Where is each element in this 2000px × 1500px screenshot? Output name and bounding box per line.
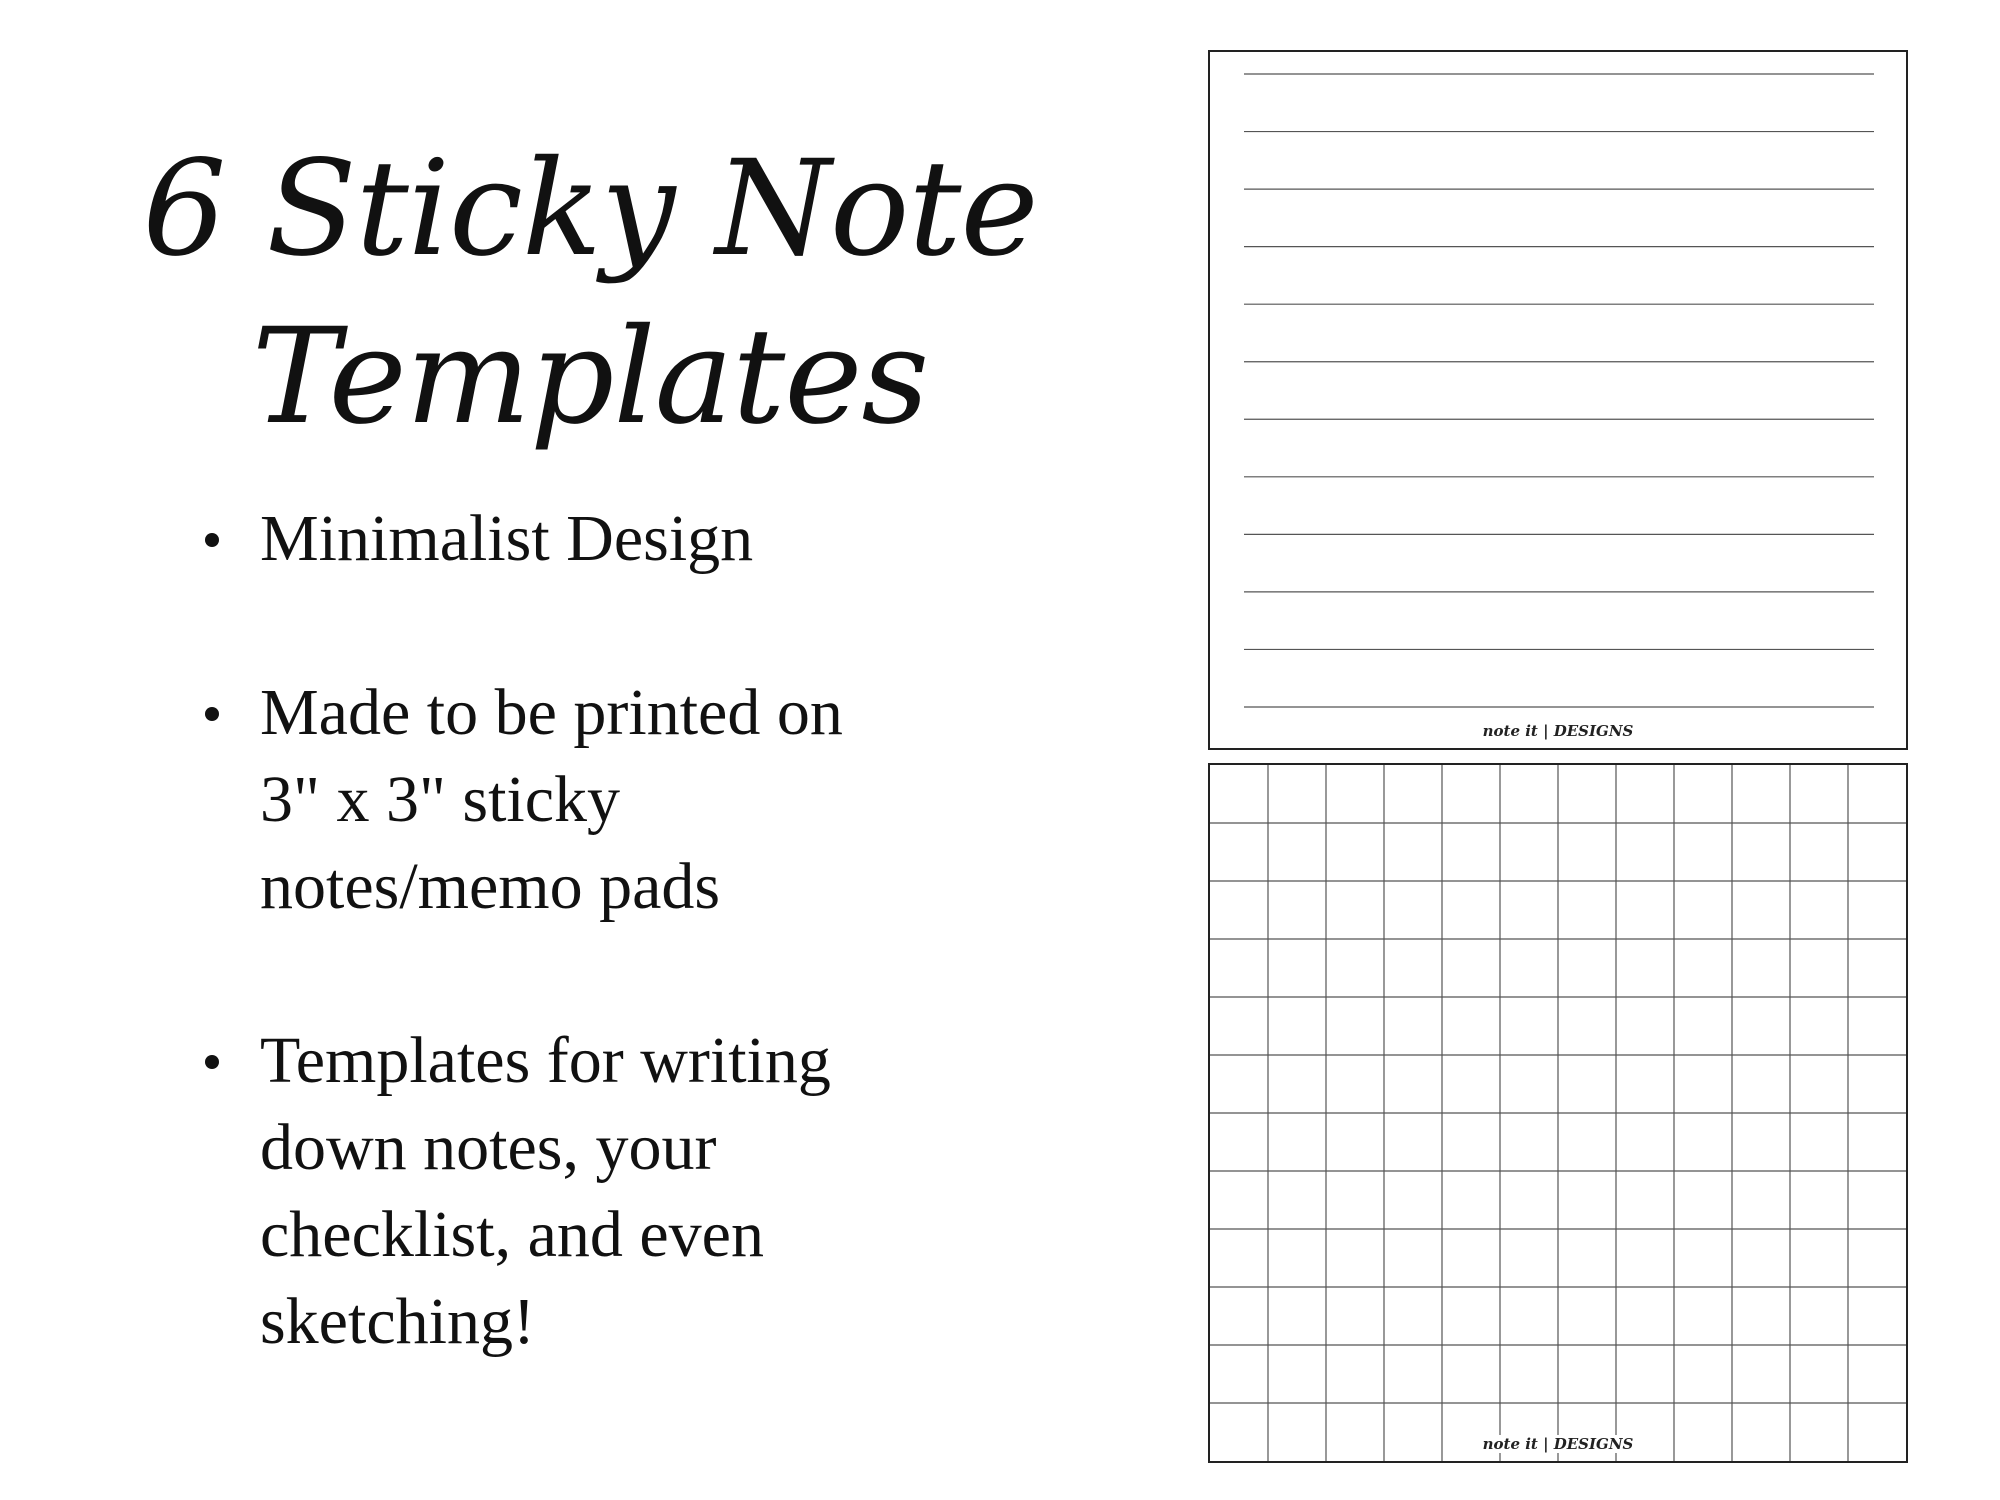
feature-item-design bbox=[200, 495, 1020, 582]
bullet-icon bbox=[205, 707, 219, 721]
lined-rules bbox=[1210, 52, 1906, 748]
bullet-icon bbox=[205, 533, 219, 547]
feature-line: Templates for writing bbox=[260, 1024, 831, 1097]
brand-label bbox=[1210, 1435, 1906, 1453]
page-title bbox=[120, 125, 1060, 461]
brand-label bbox=[1210, 722, 1906, 740]
feature-item-print-size bbox=[200, 669, 1020, 930]
feature-item-uses bbox=[200, 1017, 1020, 1365]
grid-rules bbox=[1210, 765, 1906, 1461]
feature-list bbox=[200, 495, 1020, 1452]
feature-line: sketching! bbox=[260, 1285, 535, 1358]
title-line-1: 6 Sticky Note bbox=[142, 132, 1038, 286]
feature-line: 3" x 3" sticky bbox=[260, 763, 621, 836]
lined-note-template bbox=[1208, 50, 1908, 750]
brand-text: note it | DESIGNS bbox=[1477, 1435, 1640, 1453]
feature-line: checklist, and even bbox=[260, 1198, 764, 1271]
bullet-icon bbox=[205, 1055, 219, 1069]
title-line-2: Templates bbox=[251, 300, 929, 454]
feature-line: notes/memo pads bbox=[260, 850, 721, 923]
grid-note-template bbox=[1208, 763, 1908, 1463]
brand-text: note it | DESIGNS bbox=[1477, 722, 1640, 740]
feature-line: Made to be printed on bbox=[260, 676, 843, 749]
feature-line: Minimalist Design bbox=[260, 502, 754, 575]
feature-line: down notes, your bbox=[260, 1111, 717, 1184]
